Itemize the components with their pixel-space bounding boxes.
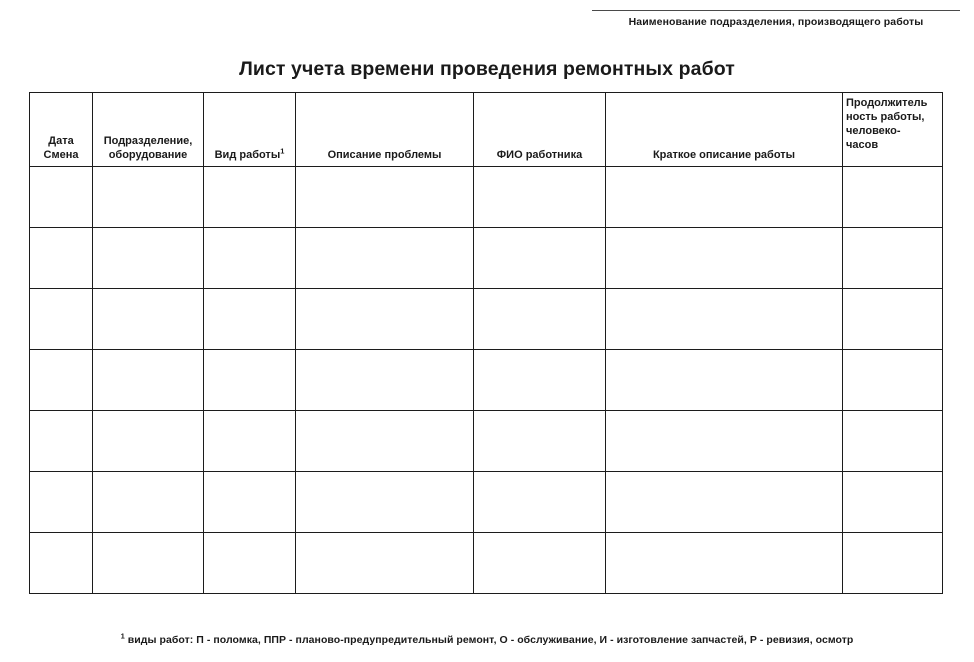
cell-work-description[interactable]: [606, 472, 843, 533]
cell-work-type[interactable]: [204, 289, 296, 350]
column-header-duration: [843, 93, 943, 167]
cell-date-shift[interactable]: [30, 350, 93, 411]
cell-unit[interactable]: [93, 350, 204, 411]
table-row: [30, 533, 943, 594]
cell-worker[interactable]: [474, 533, 606, 594]
cell-work-description[interactable]: [606, 533, 843, 594]
cell-duration[interactable]: [843, 533, 943, 594]
cell-duration[interactable]: [843, 350, 943, 411]
footnote-marker-work-type: 1: [280, 146, 285, 156]
column-header-work-description: [606, 93, 843, 167]
table-row: [30, 472, 943, 533]
cell-unit[interactable]: [93, 411, 204, 472]
column-header-worker-label: ФИО работника: [496, 148, 583, 161]
column-header-problem-label: Описание проблемы: [327, 148, 442, 161]
column-header-unit: [93, 93, 204, 167]
cell-date-shift[interactable]: [30, 533, 93, 594]
table-row: [30, 228, 943, 289]
cell-work-description[interactable]: [606, 289, 843, 350]
column-header-duration-line2: ность работы,: [846, 111, 925, 124]
cell-problem[interactable]: [296, 167, 474, 228]
repair-log-table: [29, 92, 943, 594]
footnote-marker: 1: [120, 631, 125, 641]
cell-problem[interactable]: [296, 472, 474, 533]
cell-work-description[interactable]: [606, 350, 843, 411]
cell-problem[interactable]: [296, 411, 474, 472]
table-row: [30, 411, 943, 472]
cell-work-type[interactable]: [204, 228, 296, 289]
column-header-work-type: [204, 93, 296, 167]
column-header-problem: [296, 93, 474, 167]
cell-worker[interactable]: [474, 472, 606, 533]
table-body: [30, 167, 943, 594]
cell-work-type[interactable]: [204, 472, 296, 533]
cell-date-shift[interactable]: [30, 411, 93, 472]
table-row: [30, 350, 943, 411]
cell-duration[interactable]: [843, 411, 943, 472]
column-header-date-shift-line2: Смена: [43, 148, 79, 161]
department-heading-block: [592, 10, 960, 28]
column-header-duration-line4: часов: [846, 139, 879, 152]
cell-work-description[interactable]: [606, 167, 843, 228]
column-header-duration-line3: человеко-: [846, 125, 901, 138]
table-row: [30, 289, 943, 350]
cell-worker[interactable]: [474, 167, 606, 228]
cell-unit[interactable]: [93, 167, 204, 228]
cell-work-description[interactable]: [606, 411, 843, 472]
cell-worker[interactable]: [474, 228, 606, 289]
cell-unit[interactable]: [93, 289, 204, 350]
cell-work-type[interactable]: [204, 167, 296, 228]
cell-problem[interactable]: [296, 350, 474, 411]
cell-duration[interactable]: [843, 167, 943, 228]
column-header-date-shift: [30, 93, 93, 167]
column-header-unit-line2: оборудование: [108, 148, 188, 161]
column-header-unit-line1: Подразделение,: [103, 134, 193, 147]
cell-work-type[interactable]: [204, 533, 296, 594]
cell-duration[interactable]: [843, 228, 943, 289]
cell-worker[interactable]: [474, 289, 606, 350]
page-title: Лист учета времени проведения ремонтных работ: [239, 58, 735, 80]
footnote: [0, 631, 974, 646]
column-header-work-type-label: Вид работы: [214, 148, 281, 161]
cell-duration[interactable]: [843, 472, 943, 533]
cell-duration[interactable]: [843, 289, 943, 350]
cell-unit[interactable]: [93, 228, 204, 289]
cell-date-shift[interactable]: [30, 289, 93, 350]
cell-worker[interactable]: [474, 411, 606, 472]
cell-problem[interactable]: [296, 228, 474, 289]
column-header-worker: [474, 93, 606, 167]
cell-work-type[interactable]: [204, 411, 296, 472]
table-header: [30, 93, 943, 167]
table-row: [30, 167, 943, 228]
cell-work-description[interactable]: [606, 228, 843, 289]
department-caption: Наименование подразделения, производящего работы: [628, 16, 924, 28]
cell-unit[interactable]: [93, 533, 204, 594]
footnote-text: виды работ: П - поломка, ППР - планово-предупредительный ремонт, О - обслуживание, И - изготовление запчастей, Р - ревизия, осмотр: [127, 634, 854, 646]
cell-work-type[interactable]: [204, 350, 296, 411]
column-header-date-shift-line1: Дата: [48, 134, 74, 147]
cell-date-shift[interactable]: [30, 472, 93, 533]
column-header-duration-line1: Продолжитель: [846, 97, 928, 109]
table-header-row: [30, 93, 943, 167]
cell-problem[interactable]: [296, 289, 474, 350]
column-header-work-description-label: Краткое описание работы: [652, 148, 796, 161]
cell-problem[interactable]: [296, 533, 474, 594]
cell-unit[interactable]: [93, 472, 204, 533]
department-rule: [592, 10, 960, 11]
cell-date-shift[interactable]: [30, 167, 93, 228]
cell-worker[interactable]: [474, 350, 606, 411]
cell-date-shift[interactable]: [30, 228, 93, 289]
